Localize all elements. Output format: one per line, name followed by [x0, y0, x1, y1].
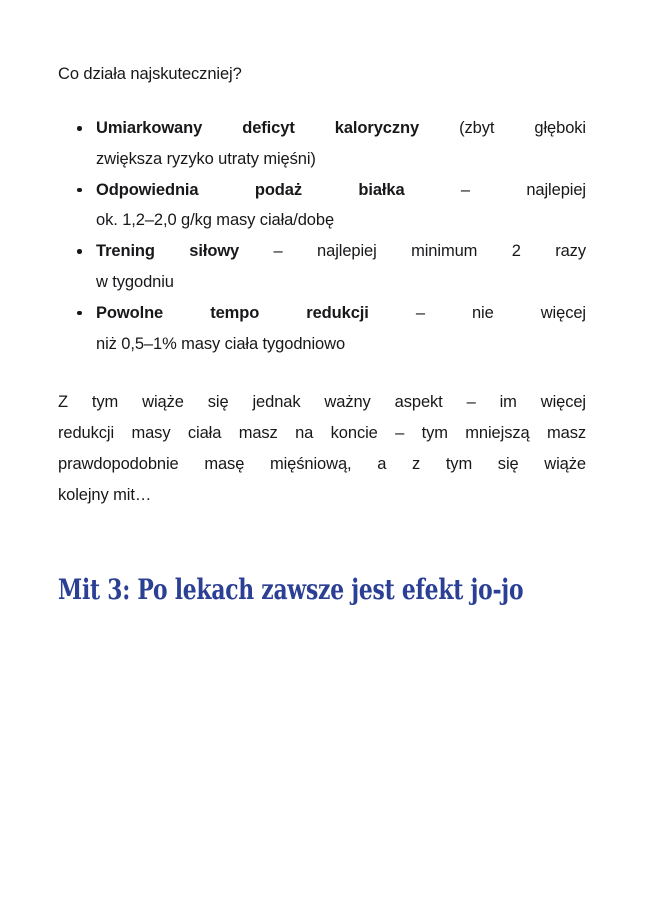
list-item-rest: (zbyt głęboki	[419, 119, 586, 137]
list-item-line-2: ok. 1,2–2,0 g/kg masy ciała/dobę	[96, 211, 335, 230]
section-heading-myth-3: Mit 3: Po lekach zawsze jest efekt jo-jo	[58, 572, 524, 606]
list-item-rest: – najlepiej	[404, 180, 586, 199]
list-item-lead: Powolne tempo redukcji	[96, 303, 369, 322]
list-item-line-2: niż 0,5–1% masy ciała tygodniowo	[96, 334, 346, 353]
list-item	[58, 175, 586, 237]
list-item-line-1	[96, 175, 586, 206]
list-item-rest: – nie więcej	[368, 303, 586, 322]
paragraph-line-1: Z tym wiąże się jednak ważny aspekt – im więcej	[58, 393, 586, 412]
intro-question: Co działa najskuteczniej?	[58, 65, 242, 83]
list-item-line-2: w tygodniu	[96, 272, 174, 291]
list-item-lead: Trening siłowy	[96, 242, 240, 261]
bullet-dot-icon	[77, 311, 82, 316]
list-item-line-1	[96, 113, 586, 144]
list-item-lead: Umiarkowany deficyt kaloryczny	[96, 119, 420, 137]
bullet-dot-icon	[77, 249, 82, 254]
list-item	[58, 113, 586, 175]
bullet-dot-icon	[77, 126, 82, 131]
list-item-line-1	[96, 236, 586, 267]
paragraph-line-4: kolejny mit…	[58, 485, 152, 504]
list-item-rest: – najlepiej minimum 2 razy	[239, 242, 586, 261]
content-column	[58, 0, 586, 607]
list-item	[58, 298, 586, 360]
paragraph-line-3: prawdopodobnie masę mięśniową, a z tym się wiąże	[58, 454, 586, 473]
key-factors-list	[58, 86, 586, 359]
bullet-dot-icon	[77, 188, 82, 193]
body-paragraph	[58, 359, 586, 510]
list-item	[58, 236, 586, 298]
paragraph-line-2: redukcji masy ciała masz na koncie – tym mniejszą masz	[58, 424, 586, 443]
list-item-line-1	[96, 298, 586, 329]
list-item-line-2: zwiększa ryzyko utraty mięśni)	[96, 149, 316, 168]
list-item-lead: Odpowiednia podaż białka	[96, 180, 405, 199]
